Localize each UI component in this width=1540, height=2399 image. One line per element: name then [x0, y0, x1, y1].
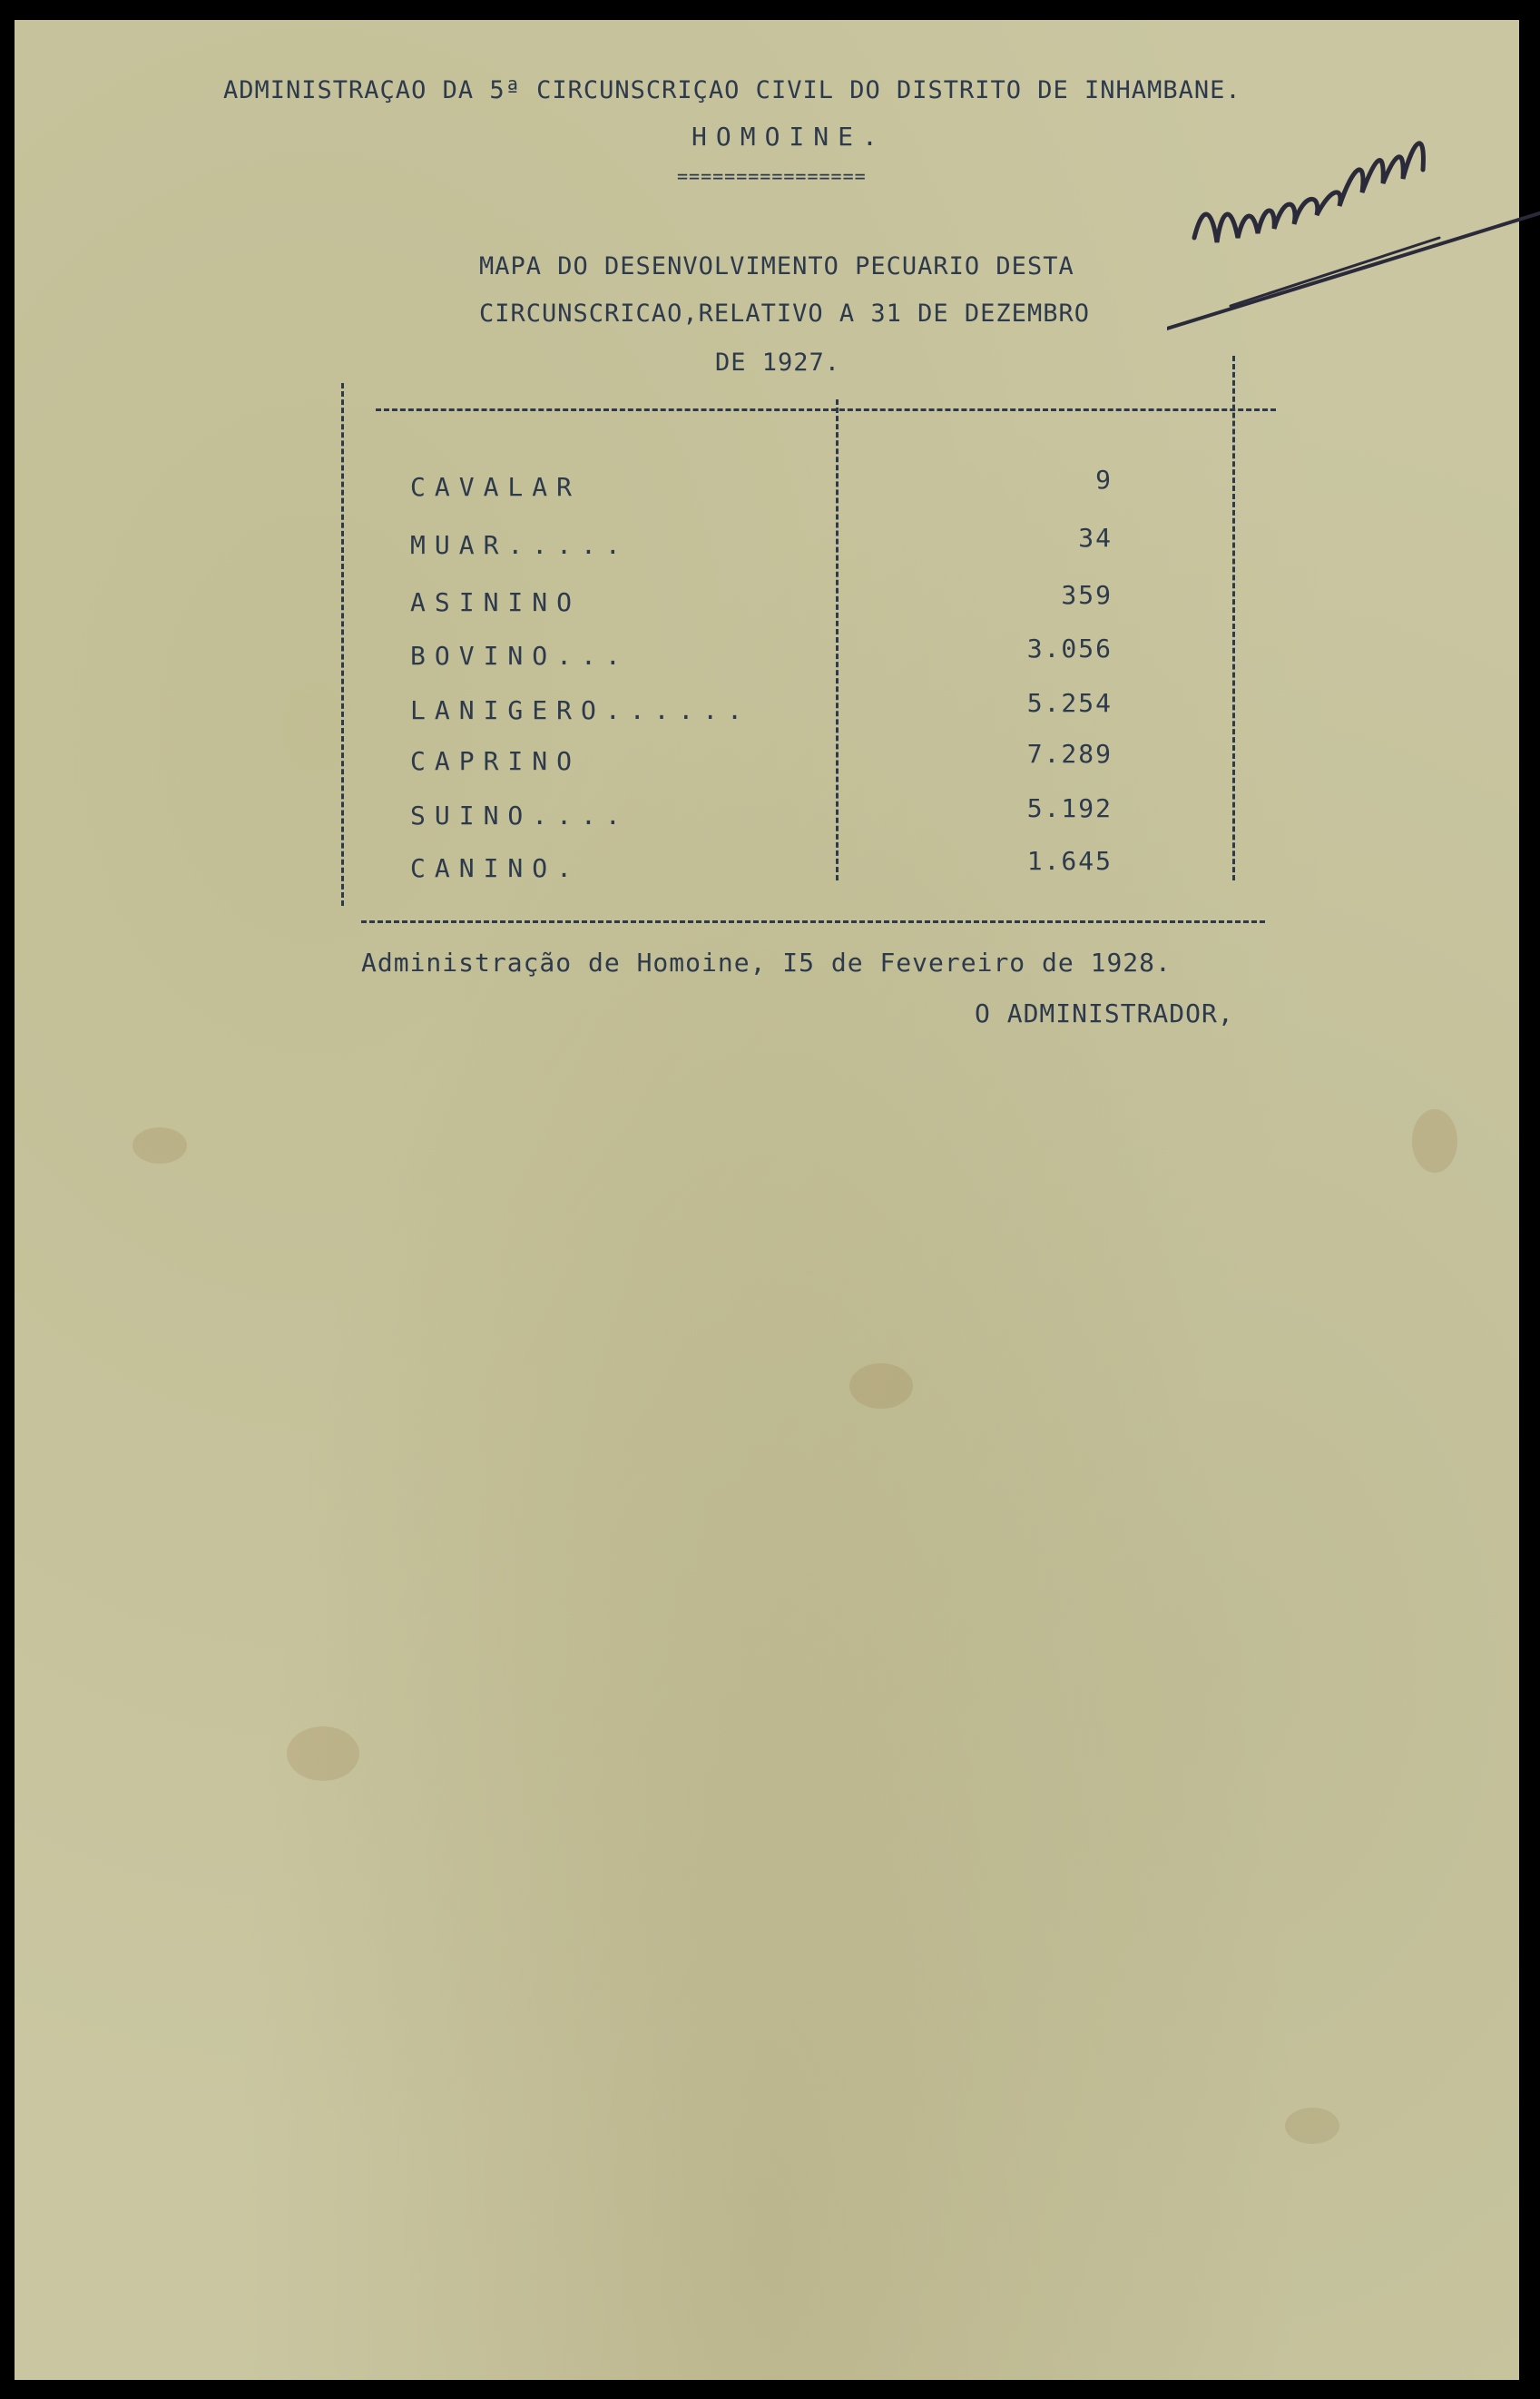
table-row-label: CAPRINO	[410, 746, 582, 776]
paper-stain	[1285, 2108, 1339, 2144]
paper-stain	[849, 1363, 913, 1409]
table-row-label: LANIGERO......	[410, 695, 752, 725]
paper-stain	[132, 1127, 187, 1164]
table-row-value: 9	[1095, 465, 1113, 495]
table-top-border	[376, 408, 1276, 411]
table-bottom-border	[361, 920, 1265, 923]
table-row-label: ASININO	[410, 587, 582, 617]
table-left-border	[341, 383, 344, 906]
table-row-value: 3.056	[1026, 634, 1113, 664]
table-row-value: 34	[1078, 523, 1113, 553]
footer-signatory: O ADMINISTRADOR,	[975, 998, 1234, 1028]
header-underline: ================	[677, 165, 867, 187]
table-row-label: BOVINO...	[410, 641, 630, 671]
table-row-value: 1.645	[1026, 846, 1113, 876]
document-page	[15, 20, 1519, 2380]
table-row-label: SUINO....	[410, 801, 630, 831]
footer-place-date: Administração de Homoine, I5 de Fevereiro de 1928.	[361, 948, 1172, 978]
table-row-label: CAVALAR	[410, 472, 582, 502]
table-row-value: 5.254	[1026, 688, 1113, 718]
paper-stain	[287, 1726, 359, 1781]
handwritten-annotation	[1167, 102, 1540, 338]
table-row-label: CANINO.	[410, 853, 582, 883]
table-row-value: 359	[1061, 580, 1113, 610]
heading-line-3: DE 1927.	[715, 349, 841, 377]
table-right-border	[1232, 356, 1235, 880]
header-subtitle: HOMOINE.	[692, 122, 887, 152]
table-row-value: 5.192	[1026, 793, 1113, 823]
heading-line-2: CIRCUNSCRICAO,RELATIVO A 31 DE DEZEMBRO	[479, 300, 1090, 328]
paper-stain	[1412, 1109, 1457, 1173]
table-row-label: MUAR.....	[410, 530, 630, 560]
header-title: ADMINISTRAÇAO DA 5ª CIRCUNSCRIÇAO CIVIL DO DISTRITO DE INHAMBANE.	[223, 76, 1241, 104]
heading-line-1: MAPA DO DESENVOLVIMENTO PECUARIO DESTA	[479, 252, 1074, 280]
table-row-value: 7.289	[1026, 739, 1113, 769]
table-column-divider	[836, 399, 839, 880]
